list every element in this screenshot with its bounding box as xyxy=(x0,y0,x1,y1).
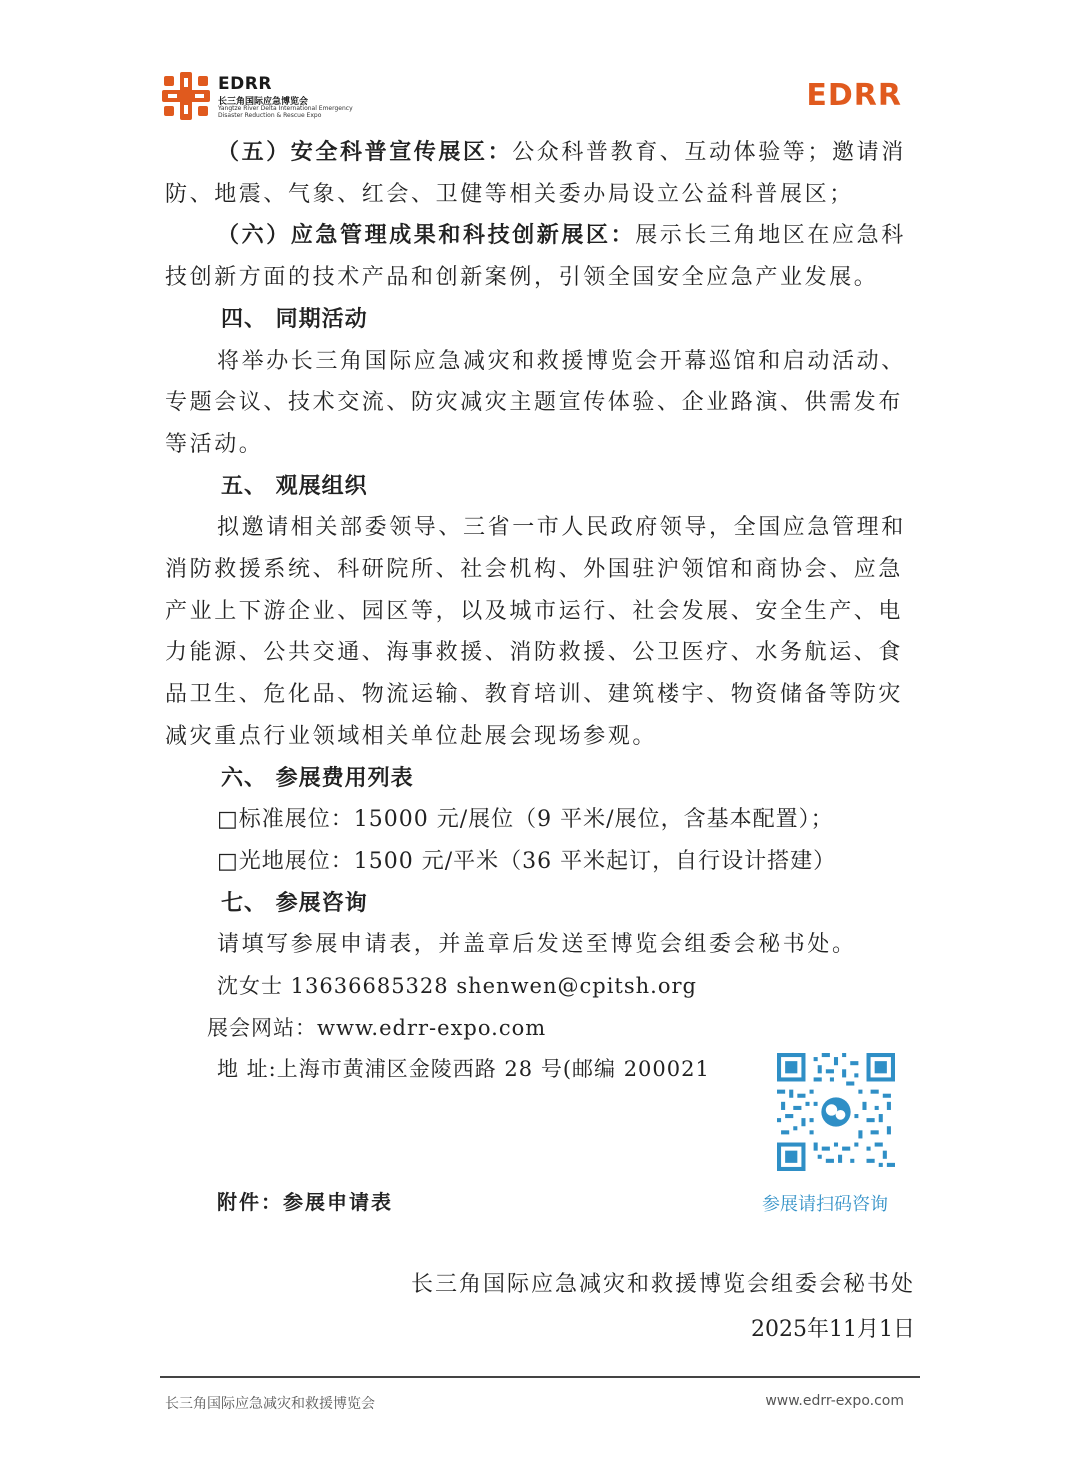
footer-divider xyxy=(160,1376,920,1378)
visitors-line: 减灾重点行业领域相关单位赴展会现场参观。 xyxy=(165,723,658,749)
signature-organization: 长三角国际应急减灾和救援博览会组委会秘书处 xyxy=(410,1272,915,1297)
consult-contact: 沈女士 13636685328 shenwen@cpitsh.org xyxy=(217,974,697,999)
visitors-line: 产业上下游企业、园区等，以及城市运行、社会发展、安全生产、电 xyxy=(165,598,904,624)
section-six-line-2: 技创新方面的技术产品和创新案例，引领全国安全应急产业发展。 xyxy=(165,265,879,291)
heading-fees: 六、 参展费用列表 xyxy=(221,765,414,791)
consult-address: 地 址:上海市黄浦区金陵西路 28 号(邮编 200021 xyxy=(217,1057,710,1082)
logo-subtitle-line-1: Yangtze River Delta International Emergency xyxy=(218,105,353,112)
visitors-line: 品卫生、危化品、物流运输、教育培训、建筑楼宇、物资储备等防灾 xyxy=(165,682,904,708)
visitors-line: 消防救援系统、科研院所、社会机构、外国驻沪领馆和商协会、应急 xyxy=(165,557,904,583)
logo-subtitle xyxy=(218,105,368,119)
heading-activities: 四、 同期活动 xyxy=(221,306,368,332)
attachment-note: 附件：参展申请表 xyxy=(217,1190,393,1214)
section-five-line-1 xyxy=(165,132,917,174)
brand-wordmark: EDRR xyxy=(806,78,902,113)
heading-visitors: 五、 观展组织 xyxy=(221,473,368,499)
logo-text-cn: 长三角国际应急博览会 xyxy=(218,97,309,107)
section-six-text-1: 展示长三角地区在应急科 xyxy=(635,223,906,249)
footer-website: www.edrr-expo.com xyxy=(765,1393,904,1409)
consult-instruction: 请填写参展申请表，并盖章后发送至博览会组委会秘书处。 xyxy=(217,932,857,958)
edrr-logo-mark xyxy=(160,72,212,120)
activities-line: 将举办长三角国际应急减灾和救援博览会开幕巡馆和启动活动、 xyxy=(217,348,906,374)
fee-standard-booth: □标准展位：15000 元/展位（9 平米/展位，含基本配置）； xyxy=(217,807,834,833)
section-six-line-1 xyxy=(165,215,917,257)
activities-line: 等活动。 xyxy=(165,431,264,457)
footer-org-name: 长三角国际应急减灾和救援博览会 xyxy=(165,1396,375,1412)
section-five-line-2: 防、地震、气象、红会、卫健等相关委办局设立公益科普展区； xyxy=(165,181,854,207)
qr-code-icon xyxy=(777,1053,895,1171)
page-header xyxy=(160,70,920,126)
logo-text-en: EDRR xyxy=(218,74,272,94)
section-five-text-1: 公众科普教育、互动体验等；邀请消 xyxy=(512,140,906,165)
section-five-label: （五）安全科普宣传展区： xyxy=(217,139,513,165)
visitors-line: 拟邀请相关部委领导、三省一市人民政府领导，全国应急管理和 xyxy=(217,515,906,541)
logo-subtitle-line-2: Disaster Reduction & Rescue Expo xyxy=(218,112,322,119)
document-body xyxy=(165,132,917,1091)
activities-line: 专题会议、技术交流、防灾减灾主题宣传体验、企业路演、供需发布 xyxy=(165,390,904,416)
qr-caption: 参展请扫码咨询 xyxy=(762,1194,888,1215)
signature-date: 2025年11月1日 xyxy=(751,1317,915,1342)
visitors-line: 力能源、公共交通、海事救援、消防救援、公卫医疗、水务航运、食 xyxy=(165,640,904,666)
heading-consult: 七、 参展咨询 xyxy=(221,890,368,916)
consult-website: 展会网站：www.edrr-expo.com xyxy=(207,1015,547,1040)
fee-raw-space: □光地展位：1500 元/平米（36 平米起订，自行设计搭建） xyxy=(217,848,837,874)
section-six-label: （六）应急管理成果和科技创新展区： xyxy=(217,222,636,249)
